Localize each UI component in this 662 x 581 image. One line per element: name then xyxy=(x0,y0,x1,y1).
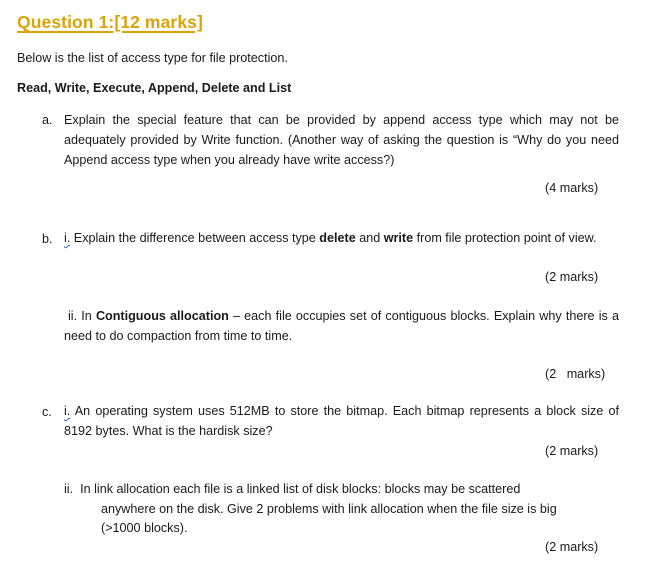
part-c-i-text: i. An operating system uses 512MB to store the bitmap. Each bitmap represents a block size of 8192 bytes. What is the hardisk size? xyxy=(64,404,619,438)
part-c-ii-line-2: anywhere on the disk. Give 2 problems with link allocation when the file size is big xyxy=(101,502,557,516)
part-a-marks: (4 marks) xyxy=(545,181,599,195)
intro-text: Below is the list of access type for file protection. xyxy=(17,51,288,65)
part-b-ii-number: ii. xyxy=(68,309,78,323)
part-c-ii-marks: (2 marks) xyxy=(545,540,599,554)
part-c-label: c. xyxy=(42,405,52,419)
part-b-label: b. xyxy=(42,232,53,246)
access-types-list: Read, Write, Execute, Append, Delete and List xyxy=(17,81,292,95)
part-c-i-number: i. xyxy=(64,404,71,418)
question-title: Question 1:[12 marks] xyxy=(17,12,203,32)
part-c-ii-line-1: ii. In link allocation each file is a linked list of disk blocks: blocks may be scattered xyxy=(64,482,521,496)
part-b-i-number: i. xyxy=(64,231,71,245)
part-c-i-marks: (2 marks) xyxy=(545,444,599,458)
part-b-i-text: i. Explain the difference between access type delete and write from file protection point of view. xyxy=(64,231,597,245)
part-b-ii-marks: (2 marks) xyxy=(545,367,606,381)
part-b-i-marks: (2 marks) xyxy=(545,270,599,284)
part-b-ii-text: ii. In Contiguous allocation – each file occupies set of contiguous blocks. Explain why there is a need to do compaction from time to time. xyxy=(64,309,619,343)
part-a-label: a. xyxy=(42,113,53,127)
part-c-ii-line-3: (>1000 blocks). xyxy=(101,521,188,535)
part-a-text: Explain the special feature that can be provided by append access type which may not be adequately provided by Write function. (Another way of asking the question is “Why do you need Append access type when you already have write access?) xyxy=(64,113,619,167)
